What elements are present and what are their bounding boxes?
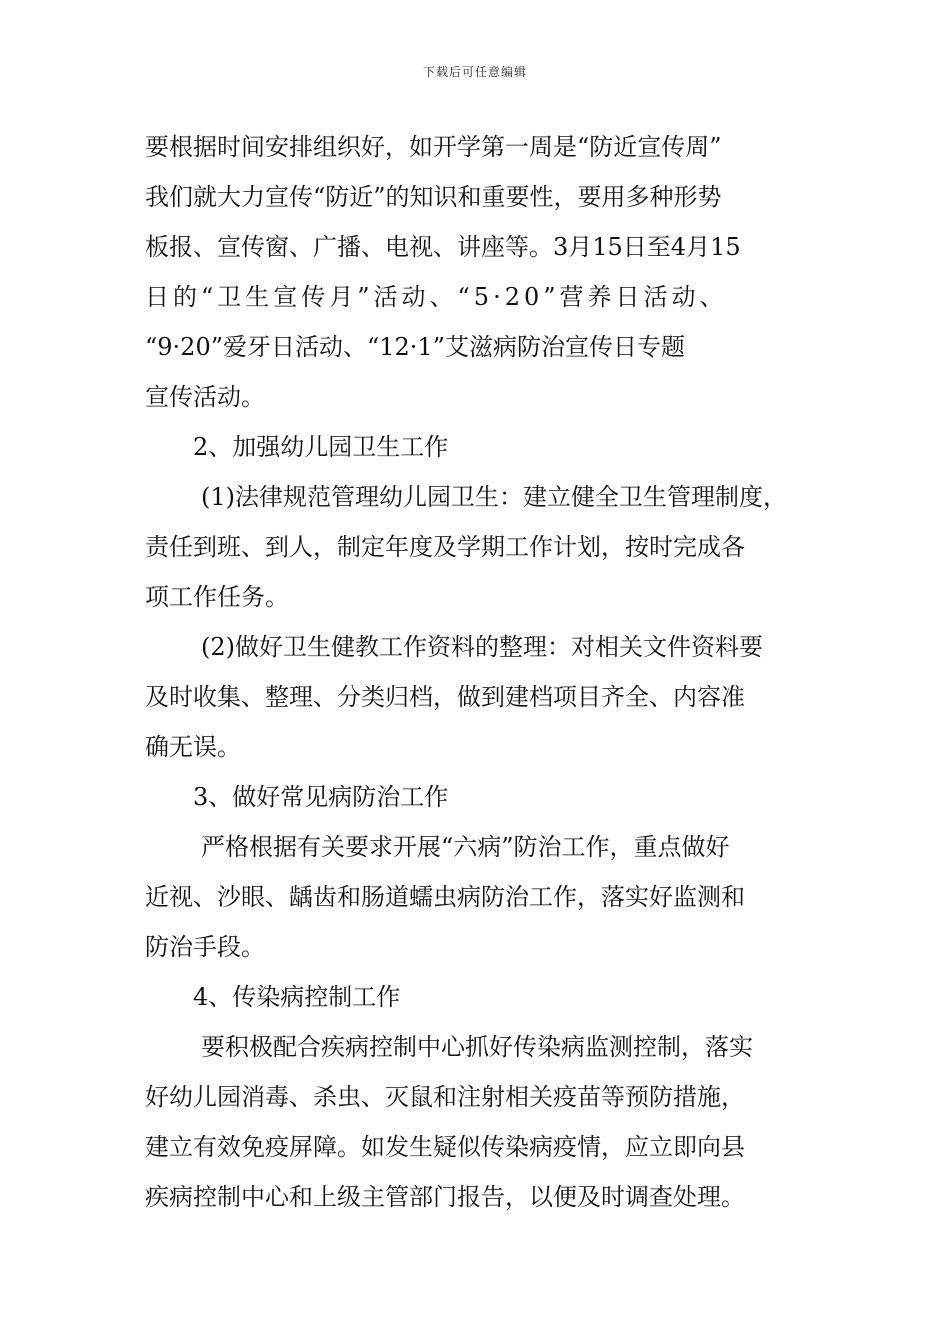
text-line: 要积极配合疾病控制中心抓好传染病监测控制，落实	[201, 1033, 753, 1061]
text-line: 宣传活动。	[145, 383, 265, 411]
section-heading: 3、做好常见病防治工作	[193, 783, 449, 811]
text-line: 疾病控制中心和上级主管部门报告，以便及时调查处理。	[145, 1183, 745, 1211]
text-line: (2)做好卫生健教工作资料的整理：对相关文件资料要	[201, 633, 763, 661]
text-line: 及时收集、整理、分类归档，做到建档项目齐全、内容准	[145, 683, 745, 711]
text-line: 项工作任务。	[145, 583, 289, 611]
text-line: “9·20”爱牙日活动、“12·1”艾滋病防治宣传日专题	[145, 333, 685, 361]
text-line: 严格根据有关要求开展“六病”防治工作，重点做好	[201, 833, 730, 861]
text-line: 责任到班、到人，制定年度及学期工作计划，按时完成各	[145, 533, 745, 561]
text-line: 建立有效免疫屏障。如发生疑似传染病疫情，应立即向县	[145, 1133, 745, 1161]
section-heading: 2、加强幼儿园卫生工作	[193, 433, 449, 461]
text-line: 防治手段。	[145, 933, 265, 961]
page-header-note: 下载后可任意编辑	[422, 65, 527, 79]
text-line: (1)法律规范管理幼儿园卫生：建立健全卫生管理制度，	[201, 483, 787, 511]
text-line: 近视、沙眼、龋齿和肠道蠕虫病防治工作，落实好监测和	[145, 883, 745, 911]
text-line: 好幼儿园消毒、杀虫、灭鼠和注射相关疫苗等预防措施，	[145, 1083, 745, 1111]
section-heading: 4、传染病控制工作	[193, 983, 401, 1011]
document-body	[145, 122, 835, 1222]
text-line: 板报、宣传窗、广播、电视、讲座等。3月15日至4月15	[145, 233, 741, 261]
text-line: 日的“卫生宣传月”活动、“5·20”营养日活动、	[145, 283, 728, 311]
text-line: 我们就大力宣传“防近”的知识和重要性，要用多种形势	[145, 183, 722, 211]
text-line: 确无误。	[145, 733, 241, 761]
text-line: 要根据时间安排组织好，如开学第一周是“防近宣传周”	[145, 133, 722, 161]
